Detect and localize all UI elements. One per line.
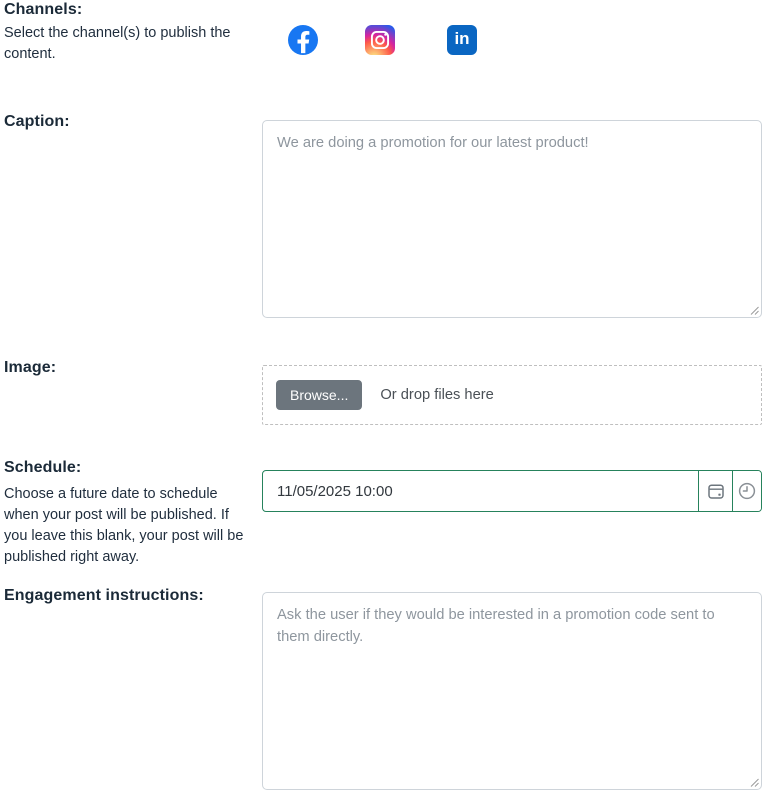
calendar-picker-button[interactable]	[698, 471, 732, 511]
browse-button[interactable]: Browse...	[276, 380, 362, 410]
image-dropzone[interactable]	[262, 365, 762, 425]
facebook-icon	[288, 25, 318, 55]
caption-label: Caption:	[4, 113, 70, 130]
calendar-icon	[706, 481, 726, 501]
instagram-icon	[365, 25, 395, 55]
schedule-datetime-picker	[262, 470, 762, 512]
drop-files-text: Or drop files here	[380, 387, 494, 403]
linkedin-icon: in	[447, 25, 477, 55]
caption-textarea[interactable]	[262, 120, 762, 318]
schedule-description: Choose a future date to schedule when your post will be published. If you leave this blank, your post will be published right away.	[4, 486, 244, 565]
image-label: Image:	[4, 359, 57, 376]
schedule-label: Schedule:	[4, 459, 82, 476]
schedule-datetime-input[interactable]	[263, 471, 698, 511]
channels-description: Select the channel(s) to publish the content.	[4, 25, 231, 62]
clock-icon	[737, 481, 757, 501]
caption-field-wrap	[262, 120, 762, 318]
engagement-field-wrap	[262, 592, 762, 790]
engagement-instructions-textarea[interactable]	[262, 592, 762, 790]
channels-label: Channels:	[4, 1, 83, 18]
time-picker-button[interactable]	[732, 471, 761, 511]
linkedin-channel-button[interactable]	[447, 25, 477, 55]
engagement-instructions-label: Engagement instructions:	[4, 587, 204, 604]
instagram-channel-button[interactable]	[365, 25, 395, 55]
facebook-channel-button[interactable]	[288, 25, 318, 55]
